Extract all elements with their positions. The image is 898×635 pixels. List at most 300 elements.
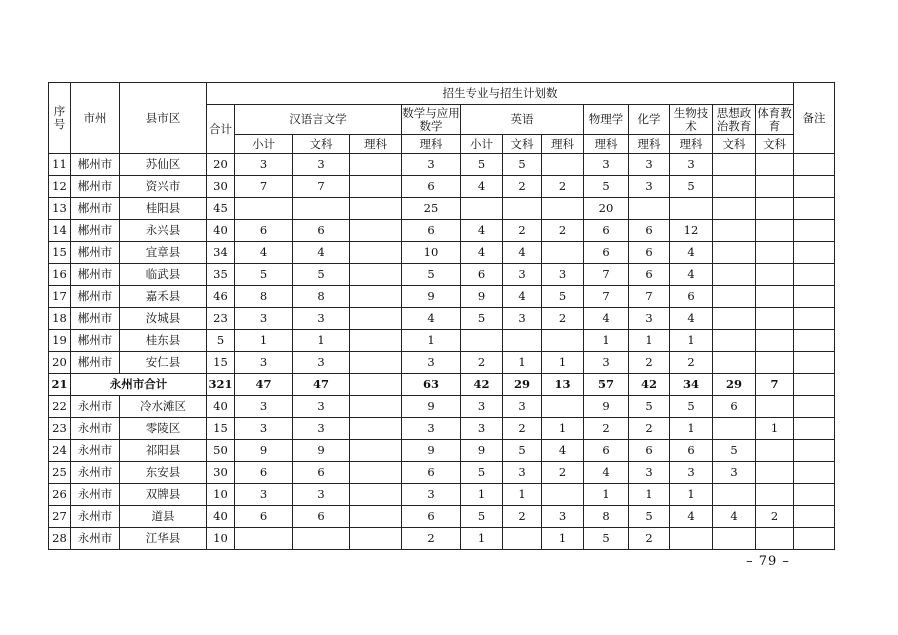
cell-value — [713, 286, 756, 308]
page-number: – 79 – — [746, 554, 790, 569]
cell-value — [542, 242, 584, 264]
header-major: 数学与应用数学 — [402, 105, 460, 133]
table-row — [49, 220, 835, 242]
cell-value: 3 — [629, 462, 670, 484]
cell-value: 3 — [402, 154, 461, 176]
cell-value: 3 — [584, 154, 629, 176]
cell-value: 5 — [503, 154, 542, 176]
cell-value — [756, 198, 794, 220]
cell-value — [350, 528, 402, 550]
cell-value: 6 — [629, 220, 670, 242]
cell-total: 10 — [207, 528, 235, 550]
cell-city: 郴州市 — [71, 242, 120, 264]
cell-value: 5 — [584, 176, 629, 198]
header-major: 体育教育 — [757, 105, 792, 133]
cell-value: 8 — [293, 286, 350, 308]
header-major: 英语 — [461, 105, 584, 135]
cell-value: 2 — [542, 308, 584, 330]
cell-value — [350, 198, 402, 220]
cell-value: 2 — [629, 528, 670, 550]
cell-value — [350, 330, 402, 352]
cell-value: 2 — [402, 528, 461, 550]
cell-value — [542, 154, 584, 176]
cell-value: 9 — [402, 440, 461, 462]
cell-value: 5 — [713, 440, 756, 462]
cell-value: 5 — [461, 308, 503, 330]
cell-value: 6 — [713, 396, 756, 418]
cell-value — [350, 242, 402, 264]
cell-remark — [794, 374, 835, 396]
cell-county: 冷水滩区 — [120, 396, 207, 418]
cell-value: 4 — [461, 242, 503, 264]
cell-city: 永州市 — [71, 506, 120, 528]
header-major: 化学 — [629, 105, 670, 135]
cell-value: 3 — [235, 396, 293, 418]
cell-value — [350, 154, 402, 176]
cell-total: 15 — [207, 418, 235, 440]
cell-remark — [794, 440, 835, 462]
cell-value: 42 — [461, 374, 503, 396]
cell-value: 3 — [235, 484, 293, 506]
cell-value: 3 — [293, 154, 350, 176]
cell-city: 郴州市 — [71, 198, 120, 220]
header-total: 合计 — [207, 105, 235, 154]
cell-value: 4 — [235, 242, 293, 264]
cell-value — [503, 198, 542, 220]
cell-value: 4 — [503, 242, 542, 264]
cell-value: 7 — [584, 264, 629, 286]
cell-county: 江华县 — [120, 528, 207, 550]
cell-value — [756, 264, 794, 286]
cell-value — [350, 374, 402, 396]
cell-city: 永州市 — [71, 528, 120, 550]
cell-value: 6 — [670, 440, 713, 462]
cell-value: 6 — [293, 220, 350, 242]
cell-remark — [794, 242, 835, 264]
cell-no: 18 — [49, 308, 71, 330]
cell-value — [713, 418, 756, 440]
cell-value: 3 — [293, 484, 350, 506]
cell-value: 1 — [670, 484, 713, 506]
cell-value — [350, 506, 402, 528]
cell-value: 4 — [461, 220, 503, 242]
cell-value — [350, 220, 402, 242]
header-sub: 理科 — [402, 135, 461, 154]
table-row — [49, 352, 835, 374]
cell-total: 15 — [207, 352, 235, 374]
cell-county: 双牌县 — [120, 484, 207, 506]
cell-value: 6 — [235, 220, 293, 242]
cell-value — [756, 440, 794, 462]
cell-county: 嘉禾县 — [120, 286, 207, 308]
cell-value: 7 — [584, 286, 629, 308]
cell-value: 2 — [503, 176, 542, 198]
cell-value: 4 — [503, 286, 542, 308]
cell-total: 40 — [207, 506, 235, 528]
cell-value: 3 — [235, 352, 293, 374]
cell-value: 1 — [756, 418, 794, 440]
cell-value: 5 — [670, 396, 713, 418]
cell-value: 3 — [461, 396, 503, 418]
cell-remark — [794, 286, 835, 308]
cell-no: 15 — [49, 242, 71, 264]
cell-total: 30 — [207, 176, 235, 198]
cell-value: 2 — [503, 506, 542, 528]
cell-value: 3 — [713, 462, 756, 484]
cell-county: 安仁县 — [120, 352, 207, 374]
header-county: 县市区 — [120, 83, 207, 154]
cell-value: 4 — [293, 242, 350, 264]
cell-remark — [794, 220, 835, 242]
cell-value: 3 — [293, 396, 350, 418]
cell-value — [713, 308, 756, 330]
header-group: 招生专业与招生计划数 — [207, 83, 794, 105]
cell-total: 321 — [207, 374, 235, 396]
cell-value — [756, 154, 794, 176]
cell-value — [713, 220, 756, 242]
cell-value: 1 — [542, 528, 584, 550]
cell-value: 4 — [670, 308, 713, 330]
cell-county: 零陵区 — [120, 418, 207, 440]
header-sub: 理科 — [542, 135, 584, 154]
cell-value: 5 — [542, 286, 584, 308]
cell-remark — [794, 176, 835, 198]
cell-city: 郴州市 — [71, 220, 120, 242]
table-row — [49, 242, 835, 264]
cell-value — [670, 528, 713, 550]
cell-remark — [794, 198, 835, 220]
cell-value: 42 — [629, 374, 670, 396]
cell-no: 24 — [49, 440, 71, 462]
cell-city: 永州市 — [71, 396, 120, 418]
cell-value: 2 — [670, 352, 713, 374]
header-seq: 序号 — [49, 83, 71, 154]
cell-value: 9 — [584, 396, 629, 418]
cell-no: 26 — [49, 484, 71, 506]
cell-value: 13 — [542, 374, 584, 396]
cell-value: 4 — [542, 440, 584, 462]
cell-value: 1 — [402, 330, 461, 352]
cell-value — [756, 484, 794, 506]
table-row — [49, 396, 835, 418]
cell-value: 3 — [235, 154, 293, 176]
cell-value — [542, 330, 584, 352]
cell-value: 5 — [670, 176, 713, 198]
table-row — [49, 462, 835, 484]
cell-value: 5 — [293, 264, 350, 286]
cell-no: 11 — [49, 154, 71, 176]
cell-no: 22 — [49, 396, 71, 418]
cell-value — [350, 286, 402, 308]
cell-city: 永州市 — [71, 418, 120, 440]
table-row — [49, 440, 835, 462]
cell-no: 23 — [49, 418, 71, 440]
cell-no: 14 — [49, 220, 71, 242]
cell-value: 1 — [670, 330, 713, 352]
cell-value: 3 — [235, 308, 293, 330]
cell-value: 2 — [629, 352, 670, 374]
cell-value: 2 — [629, 418, 670, 440]
cell-value — [713, 330, 756, 352]
table-row — [49, 484, 835, 506]
cell-value: 9 — [402, 286, 461, 308]
cell-value — [293, 528, 350, 550]
cell-city: 永州市 — [71, 440, 120, 462]
cell-value — [713, 484, 756, 506]
cell-county: 桂阳县 — [120, 198, 207, 220]
cell-value: 1 — [542, 418, 584, 440]
cell-value: 9 — [461, 440, 503, 462]
header-major: 生物技术 — [670, 105, 713, 135]
header-sub: 小计 — [461, 135, 503, 154]
cell-value — [461, 198, 503, 220]
cell-value: 5 — [461, 154, 503, 176]
cell-value — [670, 198, 713, 220]
cell-value: 3 — [503, 308, 542, 330]
cell-value: 3 — [503, 462, 542, 484]
cell-value: 4 — [461, 176, 503, 198]
cell-city: 郴州市 — [71, 286, 120, 308]
cell-value: 1 — [670, 418, 713, 440]
cell-value: 3 — [293, 352, 350, 374]
cell-value — [756, 286, 794, 308]
cell-value: 2 — [542, 462, 584, 484]
cell-value: 5 — [629, 506, 670, 528]
cell-value: 4 — [584, 462, 629, 484]
cell-value: 4 — [670, 264, 713, 286]
cell-total: 5 — [207, 330, 235, 352]
cell-value — [713, 264, 756, 286]
cell-value: 63 — [402, 374, 461, 396]
cell-city: 郴州市 — [71, 308, 120, 330]
cell-value: 6 — [629, 264, 670, 286]
cell-value — [756, 352, 794, 374]
subtotal-label: 永州市合计 — [71, 374, 207, 396]
cell-value — [713, 154, 756, 176]
cell-county: 道县 — [120, 506, 207, 528]
cell-remark — [794, 330, 835, 352]
cell-value: 3 — [235, 418, 293, 440]
cell-value: 1 — [629, 484, 670, 506]
cell-value: 4 — [670, 242, 713, 264]
cell-value: 6 — [629, 440, 670, 462]
cell-value — [503, 330, 542, 352]
cell-value — [713, 242, 756, 264]
cell-value: 4 — [670, 506, 713, 528]
cell-value — [756, 220, 794, 242]
cell-value: 4 — [584, 308, 629, 330]
cell-value: 2 — [584, 418, 629, 440]
cell-value: 6 — [402, 176, 461, 198]
cell-value — [756, 462, 794, 484]
cell-total: 30 — [207, 462, 235, 484]
cell-county: 东安县 — [120, 462, 207, 484]
cell-value — [713, 352, 756, 374]
cell-value — [350, 440, 402, 462]
cell-value — [542, 396, 584, 418]
cell-value — [350, 484, 402, 506]
header-sub: 文科 — [713, 135, 756, 154]
cell-county: 桂东县 — [120, 330, 207, 352]
cell-value — [629, 198, 670, 220]
table-row — [49, 198, 835, 220]
cell-total: 10 — [207, 484, 235, 506]
cell-value — [756, 176, 794, 198]
cell-value: 5 — [461, 462, 503, 484]
cell-value: 6 — [584, 440, 629, 462]
cell-city: 永州市 — [71, 484, 120, 506]
cell-value: 3 — [402, 418, 461, 440]
cell-value: 6 — [235, 506, 293, 528]
cell-value: 6 — [402, 462, 461, 484]
cell-value — [756, 242, 794, 264]
header-major: 物理学 — [584, 105, 629, 135]
table-row — [49, 418, 835, 440]
cell-value — [350, 418, 402, 440]
cell-county: 资兴市 — [120, 176, 207, 198]
table-row — [49, 308, 835, 330]
cell-value: 20 — [584, 198, 629, 220]
cell-value: 3 — [503, 264, 542, 286]
header-sub: 理科 — [670, 135, 713, 154]
cell-value: 47 — [293, 374, 350, 396]
table-row — [49, 286, 835, 308]
header-remark: 备注 — [794, 83, 835, 154]
cell-value: 29 — [503, 374, 542, 396]
header-sub: 理科 — [629, 135, 670, 154]
cell-value — [235, 528, 293, 550]
cell-value: 8 — [235, 286, 293, 308]
subtotal-row — [49, 374, 835, 396]
cell-no: 28 — [49, 528, 71, 550]
cell-value — [713, 198, 756, 220]
cell-value: 1 — [503, 484, 542, 506]
cell-value: 1 — [293, 330, 350, 352]
cell-value: 5 — [402, 264, 461, 286]
cell-city: 郴州市 — [71, 352, 120, 374]
cell-city: 永州市 — [71, 462, 120, 484]
cell-value: 29 — [713, 374, 756, 396]
cell-county: 汝城县 — [120, 308, 207, 330]
cell-total: 35 — [207, 264, 235, 286]
header-major: 思想政治教育 — [713, 105, 756, 135]
cell-value: 5 — [629, 396, 670, 418]
cell-value — [756, 396, 794, 418]
cell-county: 祁阳县 — [120, 440, 207, 462]
cell-value — [503, 528, 542, 550]
cell-value: 6 — [235, 462, 293, 484]
cell-value: 3 — [670, 154, 713, 176]
cell-value: 7 — [235, 176, 293, 198]
cell-value: 34 — [670, 374, 713, 396]
cell-value — [461, 330, 503, 352]
cell-value: 3 — [293, 308, 350, 330]
cell-no: 21 — [49, 374, 71, 396]
cell-value: 2 — [503, 418, 542, 440]
cell-value: 3 — [402, 352, 461, 374]
cell-total: 23 — [207, 308, 235, 330]
cell-city: 郴州市 — [71, 176, 120, 198]
cell-value: 7 — [293, 176, 350, 198]
cell-remark — [794, 418, 835, 440]
cell-remark — [794, 308, 835, 330]
cell-value: 5 — [461, 506, 503, 528]
cell-total: 40 — [207, 396, 235, 418]
cell-county: 苏仙区 — [120, 154, 207, 176]
cell-value: 9 — [293, 440, 350, 462]
cell-no: 12 — [49, 176, 71, 198]
cell-total: 34 — [207, 242, 235, 264]
cell-county: 临武县 — [120, 264, 207, 286]
table-row — [49, 506, 835, 528]
cell-value: 1 — [584, 330, 629, 352]
cell-no: 20 — [49, 352, 71, 374]
header-sub: 文科 — [503, 135, 542, 154]
cell-remark — [794, 154, 835, 176]
cell-remark — [794, 506, 835, 528]
cell-value: 6 — [402, 506, 461, 528]
cell-value — [756, 528, 794, 550]
table-row — [49, 528, 835, 550]
cell-value: 6 — [293, 506, 350, 528]
cell-value: 6 — [629, 242, 670, 264]
cell-value: 57 — [584, 374, 629, 396]
cell-no: 25 — [49, 462, 71, 484]
cell-value: 7 — [756, 374, 794, 396]
table-row — [49, 154, 835, 176]
cell-total: 50 — [207, 440, 235, 462]
cell-value — [756, 330, 794, 352]
table-row — [49, 330, 835, 352]
cell-remark — [794, 462, 835, 484]
cell-total: 20 — [207, 154, 235, 176]
table-row — [49, 264, 835, 286]
cell-value: 1 — [461, 528, 503, 550]
cell-city: 郴州市 — [71, 264, 120, 286]
cell-total: 40 — [207, 220, 235, 242]
header-major: 汉语言文学 — [235, 105, 402, 135]
cell-remark — [794, 396, 835, 418]
cell-value: 6 — [670, 286, 713, 308]
cell-value: 6 — [402, 220, 461, 242]
cell-value: 1 — [461, 484, 503, 506]
cell-value: 8 — [584, 506, 629, 528]
cell-value — [542, 198, 584, 220]
cell-value: 9 — [402, 396, 461, 418]
cell-remark — [794, 264, 835, 286]
cell-city: 郴州市 — [71, 330, 120, 352]
header-sub: 文科 — [293, 135, 350, 154]
cell-value: 3 — [503, 396, 542, 418]
cell-value: 1 — [542, 352, 584, 374]
cell-value: 6 — [293, 462, 350, 484]
cell-value: 7 — [629, 286, 670, 308]
cell-value — [350, 396, 402, 418]
cell-value: 6 — [584, 220, 629, 242]
cell-value: 1 — [235, 330, 293, 352]
cell-value: 2 — [461, 352, 503, 374]
cell-value: 47 — [235, 374, 293, 396]
cell-value — [542, 484, 584, 506]
cell-value: 4 — [713, 506, 756, 528]
cell-value: 3 — [629, 176, 670, 198]
cell-value: 25 — [402, 198, 461, 220]
cell-value: 3 — [542, 506, 584, 528]
cell-value — [350, 308, 402, 330]
cell-no: 13 — [49, 198, 71, 220]
cell-total: 46 — [207, 286, 235, 308]
cell-value: 6 — [584, 242, 629, 264]
